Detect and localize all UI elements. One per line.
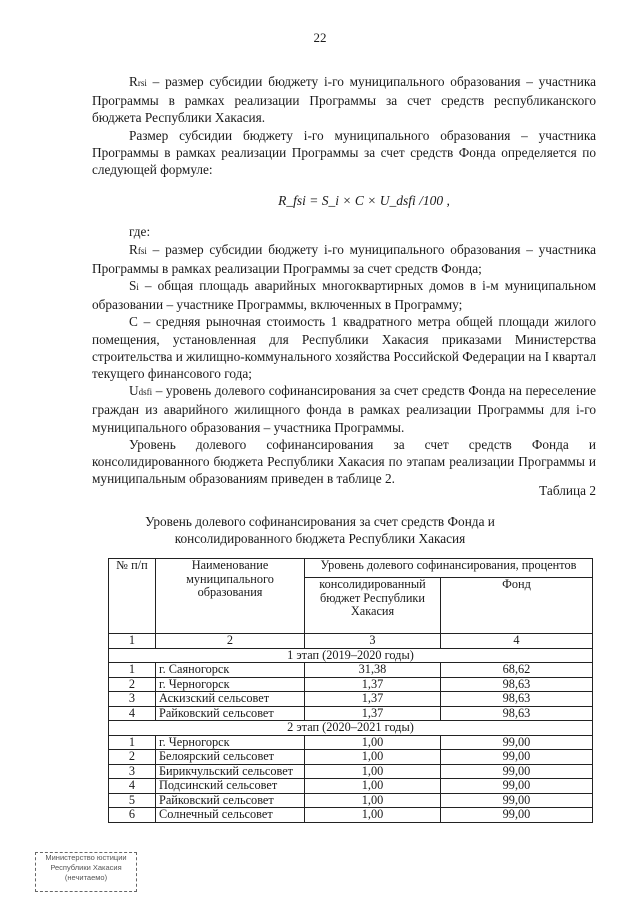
paragraph-s-i	[92, 277, 596, 313]
paragraph-u-dsfi	[92, 382, 596, 436]
row-fond: 98,63	[441, 692, 593, 707]
table-row	[109, 808, 593, 823]
symbol-r: R	[129, 74, 138, 89]
symbol-sub-i: i	[136, 282, 139, 293]
row-name: Райковский сельсовет	[156, 793, 305, 808]
row-num: 4	[109, 779, 156, 794]
table-row	[109, 677, 593, 692]
row-num: 2	[109, 677, 156, 692]
table-row	[109, 692, 593, 707]
col-number-2: 2	[156, 634, 305, 649]
paragraph-text: – размер субсидии бюджету i-го муниципального образования – участника Программы в рамках реализации Программы за счет средств Фонда;	[92, 241, 596, 276]
row-name: Подсинский сельсовет	[156, 779, 305, 794]
col-number-4: 4	[441, 634, 593, 649]
row-kons: 1,37	[305, 692, 441, 707]
row-name: Аскизский сельсовет	[156, 692, 305, 707]
row-fond: 98,63	[441, 677, 593, 692]
header-fond: Фонд	[441, 578, 593, 634]
stage-1-title: 1 этап (2019–2020 годы)	[109, 648, 593, 663]
table-title	[0, 513, 640, 547]
row-kons: 1,00	[305, 764, 441, 779]
table-row	[109, 663, 593, 678]
row-fond: 99,00	[441, 735, 593, 750]
symbol-s: S	[129, 278, 137, 294]
row-num: 2	[109, 750, 156, 765]
paragraph-text: – размер субсидии бюджету i-го муниципального образования – участника Программы в рамках реализации Программы за счет средств республиканского бюджета Республики Хакасия.	[92, 74, 596, 126]
stage-2-title: 2 этап (2020–2021 годы)	[109, 721, 593, 736]
table-title-line-1: Уровень долевого софинансирования за счет средств Фонда и	[145, 514, 495, 529]
row-kons: 1,00	[305, 750, 441, 765]
row-num: 1	[109, 735, 156, 750]
paragraph-text: – общая площадь аварийных многоквартирных домов в i-м муниципальном образовании – участнике Программы, включенных в Программу;	[92, 278, 596, 313]
col-number-3: 3	[305, 634, 441, 649]
row-fond: 99,00	[441, 750, 593, 765]
paragraph-r-fsi	[92, 241, 596, 277]
formula-text: R_fsi = S_i × C × U_dsfi /100 ,	[278, 193, 450, 209]
page-number: 22	[313, 30, 327, 45]
registration-stamp	[35, 852, 137, 892]
row-kons: 1,37	[305, 677, 441, 692]
stamp-line-1: Министерство юстиции	[45, 853, 127, 862]
row-name: Бирикчульский сельсовет	[156, 764, 305, 779]
row-name: г. Саяногорск	[156, 663, 305, 678]
row-kons: 1,37	[305, 706, 441, 721]
cofinancing-table	[108, 558, 593, 823]
col-number-1: 1	[109, 634, 156, 649]
table-title-line-2: консолидированного бюджета Республики Хакасия	[174, 531, 466, 546]
row-name: Солнечный сельсовет	[156, 808, 305, 823]
header-kons: консолидированный бюджет Республики Хакасия	[305, 578, 441, 634]
formula	[132, 192, 596, 209]
symbol-sub-fsi: fsi	[137, 245, 147, 256]
table-row	[109, 793, 593, 808]
row-kons: 31,38	[305, 663, 441, 678]
row-fond: 98,63	[441, 706, 593, 721]
table-row	[109, 750, 593, 765]
stamp-line-3: (нечитаемо)	[64, 873, 108, 882]
row-name: г. Черногорск	[156, 677, 305, 692]
row-fond: 99,00	[441, 764, 593, 779]
row-num: 1	[109, 663, 156, 678]
symbol-sub-dsfi: dsfi	[138, 387, 153, 398]
header-level: Уровень долевого софинансирования, процентов	[305, 559, 593, 578]
row-num: 3	[109, 764, 156, 779]
header-name: Наименование муниципального образования	[156, 559, 305, 634]
where-label: где:	[129, 224, 151, 240]
table-row	[109, 735, 593, 750]
row-fond: 99,00	[441, 779, 593, 794]
body-text	[92, 73, 596, 487]
row-name: Белоярский сельсовет	[156, 750, 305, 765]
header-num: № п/п	[109, 559, 156, 634]
table-row	[109, 706, 593, 721]
table-row	[109, 779, 593, 794]
table-row	[109, 764, 593, 779]
paragraph-c: С – средняя рыночная стоимость 1 квадратного метра общей площади жилого помещения, установленная для Республики Хакасия приказами Министерства строительства и жилищно-коммунального хозяйства Российской Федерации на I квартал текущего финансового года;	[92, 314, 596, 382]
paragraph-formula-intro: Размер субсидии бюджету i-го муниципального образования – участника Программы в рамках реализации Программы за счет средств Фонда определяется по следующей формуле:	[92, 127, 596, 178]
row-fond: 99,00	[441, 793, 593, 808]
row-kons: 1,00	[305, 779, 441, 794]
row-name: г. Черногорск	[156, 735, 305, 750]
symbol-sub-rsi: rsi	[137, 78, 147, 88]
table-label: Таблица 2	[539, 483, 596, 498]
row-fond: 99,00	[441, 808, 593, 823]
row-num: 3	[109, 692, 156, 707]
row-kons: 1,00	[305, 735, 441, 750]
paragraph-r-rsi	[92, 73, 596, 127]
row-fond: 68,62	[441, 663, 593, 678]
symbol-r: R	[129, 241, 138, 257]
row-num: 4	[109, 706, 156, 721]
row-num: 5	[109, 793, 156, 808]
row-name: Райковский сельсовет	[156, 706, 305, 721]
stamp-line-2: Республики Хакасия	[50, 863, 122, 872]
paragraph-table-ref: Уровень долевого софинансирования за счет средств Фонда и консолидированного бюджета Республики Хакасия по этапам реализации Программы и муниципальным образованиям приведен в таблице 2.	[92, 436, 596, 487]
row-kons: 1,00	[305, 793, 441, 808]
row-num: 6	[109, 808, 156, 823]
row-kons: 1,00	[305, 808, 441, 823]
symbol-u: U	[129, 383, 139, 399]
paragraph-text: – уровень долевого софинансирования за счет средств Фонда на переселение граждан из аварийного жилищного фонда в рамках реализации Программы для i-го муниципального образования – участника Программы.	[92, 383, 596, 435]
